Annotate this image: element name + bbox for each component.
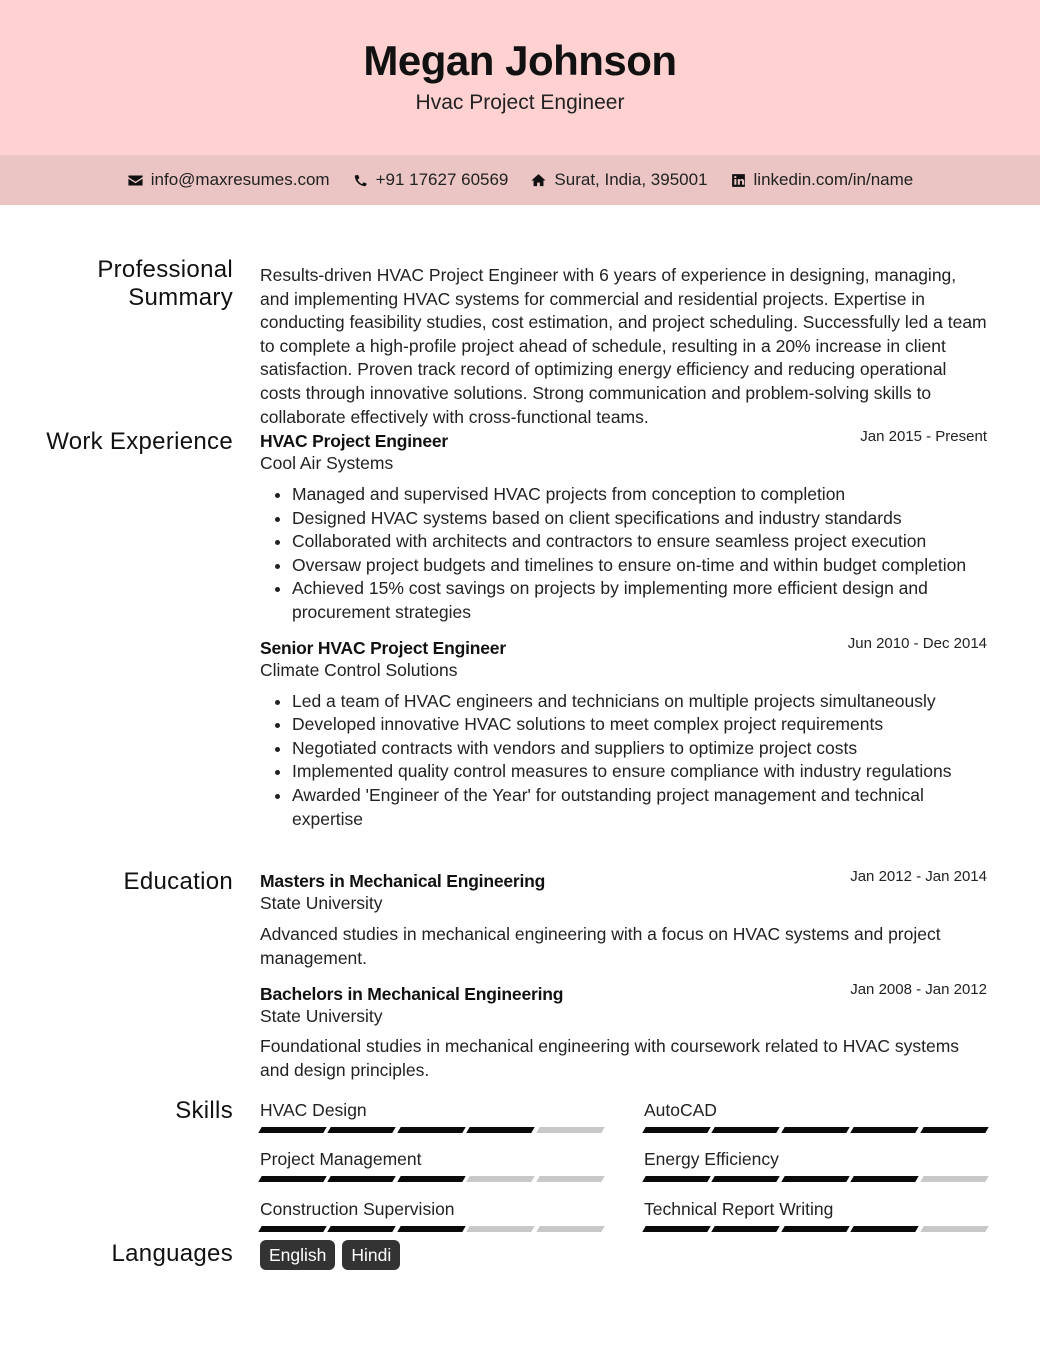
contact-location-text: Surat, India, 395001 xyxy=(554,170,708,189)
skill-level-empty xyxy=(536,1127,605,1133)
skill-name: Project Management xyxy=(260,1149,422,1169)
skill-level-filled xyxy=(466,1127,535,1133)
skill-name: AutoCAD xyxy=(644,1100,717,1120)
skill-level-filled xyxy=(397,1127,466,1133)
skill-level-filled xyxy=(642,1226,711,1232)
skill-level-filled xyxy=(258,1176,327,1182)
contact-linkedin[interactable] xyxy=(730,170,914,190)
skill-level-filled xyxy=(328,1176,397,1182)
list-item: • Awarded 'Engineer of the Year' for outstanding project management and technical expertise xyxy=(292,784,987,831)
language-list xyxy=(260,1240,987,1270)
home-icon xyxy=(530,172,547,189)
skill-level-filled xyxy=(397,1226,466,1232)
school-name: State University xyxy=(260,893,383,913)
job-title: Senior HVAC Project Engineer xyxy=(260,637,506,658)
linkedin-icon xyxy=(730,172,747,189)
skill-level-filled xyxy=(850,1176,919,1182)
degree-title: Masters in Mechanical Engineering xyxy=(260,871,546,891)
school-name: State University xyxy=(260,1006,383,1027)
job-company: Cool Air Systems xyxy=(260,453,394,473)
skill-item xyxy=(260,1198,603,1238)
summary-text: Results-driven HVAC Project Engineer with 6 years of experience in designing, managing, and implementing HVAC systems for commercial and residential projects. Expertise in conducting feasibility studies, cost estimation, and project scheduling. Successfully led a team to complete a high-profile project ahead of schedule, resulting in a 20% increase in client satisfaction. Proven track record of optimizing energy efficiency and reducing operational costs through innovative solutions. Strong communication and problem-solving skills to collaborate effectively with cross-functional teams. xyxy=(260,265,987,427)
list-item: • Managed and supervised HVAC projects from conception to completion xyxy=(292,483,987,507)
skill-level-bar xyxy=(260,1226,603,1232)
candidate-name: Megan Johnson xyxy=(363,37,677,84)
skill-level-filled xyxy=(712,1176,781,1182)
contact-location xyxy=(530,170,707,190)
skill-level-empty xyxy=(466,1226,535,1232)
section-title-summary: Professional Summary xyxy=(97,256,233,311)
skill-level-filled xyxy=(712,1226,781,1232)
contact-phone-text: +91 17627 60569 xyxy=(375,170,509,189)
skill-item xyxy=(260,1099,603,1139)
skill-name: Energy Efficiency xyxy=(644,1149,779,1169)
skill-level-empty xyxy=(920,1176,989,1182)
candidate-title: Hvac Project Engineer xyxy=(415,91,625,114)
skill-level-filled xyxy=(850,1226,919,1232)
section-title-work: Work Experience xyxy=(46,428,233,455)
skill-level-empty xyxy=(466,1176,535,1182)
skill-name: HVAC Design xyxy=(260,1100,367,1120)
section-title-languages: Languages xyxy=(111,1240,233,1267)
list-item: • Implemented quality control measures to ensure compliance with industry regulations xyxy=(292,760,987,784)
list-item: • Designed HVAC systems based on client specifications and industry standards xyxy=(292,507,987,531)
skill-item xyxy=(644,1099,987,1139)
language-badge: English xyxy=(260,1240,335,1270)
education-entry xyxy=(260,983,987,1082)
job-bullets xyxy=(260,483,987,625)
skill-level-bar xyxy=(644,1226,987,1232)
list-item: • Negotiated contracts with vendors and suppliers to optimize project costs xyxy=(292,737,987,761)
skill-level-bar xyxy=(644,1176,987,1182)
skill-level-filled xyxy=(642,1176,711,1182)
skill-level-filled xyxy=(781,1226,850,1232)
skill-level-bar xyxy=(260,1176,603,1182)
skill-level-filled xyxy=(258,1226,327,1232)
contact-email[interactable] xyxy=(127,170,330,190)
education-entry xyxy=(260,870,987,970)
job-date: Jun 2010 - Dec 2014 xyxy=(847,634,987,652)
job-company: Climate Control Solutions xyxy=(260,659,458,680)
education-description: Advanced studies in mechanical engineering with a focus on HVAC systems and project management. xyxy=(260,924,941,968)
phone-icon xyxy=(352,172,369,189)
skill-name: Technical Report Writing xyxy=(644,1199,834,1219)
job-title: HVAC Project Engineer xyxy=(260,431,449,451)
section-title-skills: Skills xyxy=(175,1097,233,1124)
skill-level-empty xyxy=(536,1176,605,1182)
contact-bar xyxy=(0,155,1040,205)
skill-level-filled xyxy=(397,1176,466,1182)
education-date: Jan 2012 - Jan 2014 xyxy=(850,868,987,885)
resume-header xyxy=(0,0,1040,155)
skill-level-filled xyxy=(642,1127,711,1133)
language-badge: Hindi xyxy=(342,1240,400,1270)
skill-level-filled xyxy=(328,1226,397,1232)
contact-linkedin-text: linkedin.com/in/name xyxy=(753,170,914,189)
education-description: Foundational studies in mechanical engineering with coursework related to HVAC systems and design principles. xyxy=(260,1036,960,1080)
skill-level-empty xyxy=(536,1226,605,1232)
skill-level-filled xyxy=(781,1176,850,1182)
job-bullets xyxy=(260,690,987,832)
work-entry xyxy=(260,634,987,832)
contact-email-text: info@maxresumes.com xyxy=(150,170,330,189)
skill-level-empty xyxy=(920,1226,989,1232)
education-date: Jan 2008 - Jan 2012 xyxy=(850,981,987,999)
work-entry xyxy=(260,430,987,625)
list-item: • Achieved 15% cost savings on projects by implementing more efficient design and procurement strategies xyxy=(292,577,987,624)
skill-level-bar xyxy=(644,1127,987,1133)
skill-item xyxy=(644,1198,987,1238)
skill-name: Construction Supervision xyxy=(260,1199,455,1219)
skill-level-filled xyxy=(920,1127,989,1133)
skill-level-filled xyxy=(781,1127,850,1133)
skill-level-filled xyxy=(850,1127,919,1133)
degree-title: Bachelors in Mechanical Engineering xyxy=(260,984,564,1005)
contact-phone[interactable] xyxy=(352,170,509,190)
skill-item xyxy=(644,1148,987,1188)
list-item: • Led a team of HVAC engineers and technicians on multiple projects simultaneously xyxy=(292,690,987,714)
skill-level-filled xyxy=(258,1127,327,1133)
skill-level-filled xyxy=(712,1127,781,1133)
list-item: • Collaborated with architects and contractors to ensure seamless project execution xyxy=(292,530,987,554)
skill-level-bar xyxy=(260,1127,603,1133)
job-date: Jan 2015 - Present xyxy=(860,428,987,445)
list-item: • Developed innovative HVAC solutions to meet complex project requirements xyxy=(292,713,987,737)
section-title-education: Education xyxy=(123,868,233,895)
envelope-icon xyxy=(127,172,144,189)
skill-level-filled xyxy=(328,1127,397,1133)
list-item: • Oversaw project budgets and timelines to ensure on-time and within budget completion xyxy=(292,554,987,578)
skill-item xyxy=(260,1148,603,1188)
